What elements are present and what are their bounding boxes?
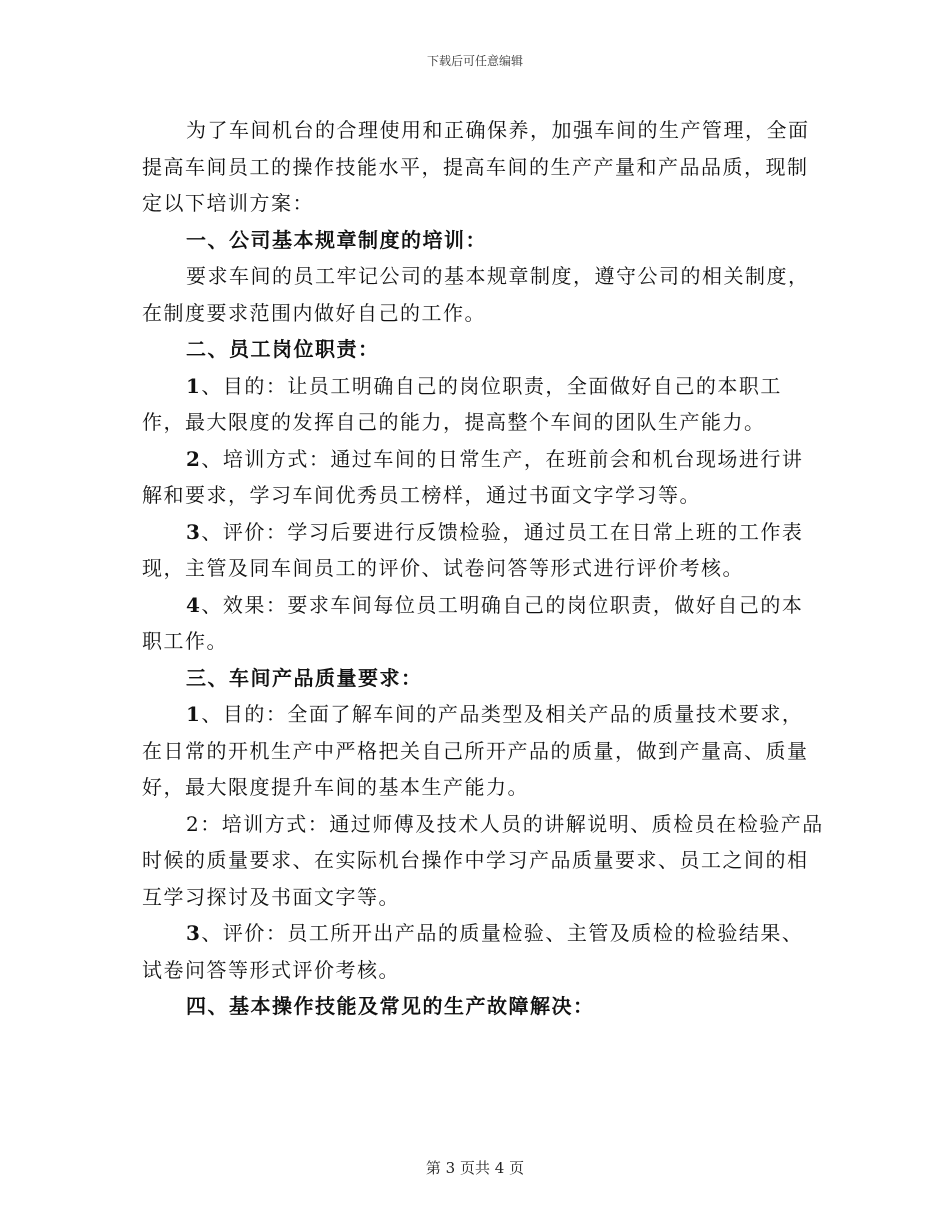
section-3-item [142,806,824,916]
item-text: 、目的：全面了解车间的产品类型及相关产品的质量技术要求，在日常的开机生产中严格把关自己所开产品的质量，做到产量高、质量好，最大限度提升车间的基本生产能力。 [142,702,809,799]
section-2-item [142,587,824,660]
item-text: ：培训方式：通过师傅及技术人员的讲解说明、质检员在检验产品时候的质量要求、在实际机台操作中学习产品质量要求、员工之间的相互学习探讨及书面文字等。 [142,811,824,909]
section-2-item [142,441,824,514]
section-3-heading: 三、车间产品质量要求： [186,665,423,690]
section-2-item [142,368,824,441]
item-number: 3 [186,519,202,544]
section-3-item [142,915,824,988]
section-3-item [142,696,824,806]
page-header: 下载后可任意编辑 [426,54,523,68]
section-1-heading: 一、公司基本规章制度的培训： [186,227,487,252]
page-footer: 第 3 页共 4 页 [425,1159,525,1177]
section-2-item [142,514,824,587]
item-number: 3 [186,921,202,945]
document-body [142,112,824,1025]
section-2-heading: 二、员工岗位职责： [186,337,380,361]
item-number: 1 [186,373,202,398]
section-1-body: 要求车间的员工牢记公司的基本规章制度，遵守公司的相关制度，在制度要求范围内做好自己的工作。 [142,264,810,325]
item-number: 2 [186,811,201,836]
item-text: 、培训方式：通过车间的日常生产，在班前会和机台现场进行讲解和要求，学习车间优秀员工榜样，通过书面文字学习等。 [142,446,804,507]
item-text: 、评价：员工所开出产品的质量检验、主管及质检的检验结果、试卷问答等形式评价考核。 [142,921,804,982]
item-text: 、目的：让员工明确自己的岗位职责，全面做好自己的本职工作，最大限度的发挥自己的能力，提高整个车间的团队生产能力。 [142,373,782,434]
section-4-heading: 四、基本操作技能及常见的生产故障解决： [186,994,595,1018]
item-number: 4 [186,592,202,617]
item-text: 、评价：学习后要进行反馈检验，通过员工在日常上班的工作表现，主管及同车间员工的评价、试卷问答等形式进行评价考核。 [142,519,804,580]
item-number: 2 [186,446,202,471]
intro-paragraph: 为了车间机台的合理使用和正确保养，加强车间的生产管理，全面提高车间员工的操作技能水平，提高车间的生产产量和产品品质，现制定以下培训方案： [142,118,810,215]
item-text: 、效果：要求车间每位员工明确自己的岗位职责，做好自己的本职工作。 [142,592,804,653]
item-number: 1 [186,702,202,726]
